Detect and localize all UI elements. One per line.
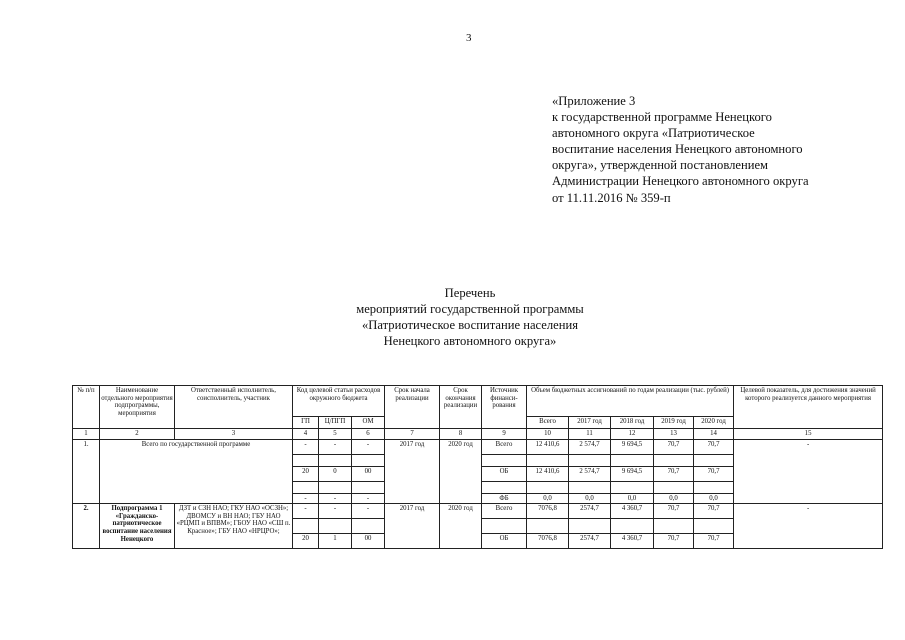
col-number: 5 — [319, 429, 352, 440]
cell-2017: 2574,7 — [569, 534, 611, 549]
cell-empty — [527, 481, 569, 493]
cell-gp: 20 — [293, 466, 319, 481]
title-line: «Патриотическое воспитание населения — [361, 318, 579, 332]
cell-source: Всего — [482, 504, 527, 519]
cell-2018: 9 694,5 — [611, 466, 654, 481]
table-row — [73, 504, 883, 519]
cell-empty — [654, 454, 694, 466]
header-row — [73, 386, 883, 417]
cell-2020: 70,7 — [694, 504, 734, 519]
appendix-line: от 11.11.2016 № 359-п — [552, 190, 671, 205]
row1-start: 2017 год — [385, 439, 440, 504]
cell-empty — [569, 519, 611, 534]
cell-empty — [527, 519, 569, 534]
col-number: 11 — [569, 429, 611, 440]
cell-2017: 2574,7 — [569, 504, 611, 519]
cell-empty — [569, 454, 611, 466]
cell-empty — [654, 519, 694, 534]
header-target: Целевой показатель, для достижения значений которого реализуется данного мероприятия — [734, 386, 883, 429]
table-row — [73, 439, 883, 454]
cell-empty — [611, 519, 654, 534]
cell-empty — [569, 481, 611, 493]
cell-gp: - — [293, 439, 319, 454]
cell-om: - — [352, 439, 385, 454]
cell-2017: 2 574,7 — [569, 439, 611, 454]
cell-source: ОБ — [482, 534, 527, 549]
cell-total: 12 410,6 — [527, 439, 569, 454]
cell-2017: 0,0 — [569, 493, 611, 504]
cell-empty — [319, 519, 352, 534]
cell-empty — [352, 481, 385, 493]
header-code-gp: ГП — [293, 417, 319, 429]
col-number: 2 — [100, 429, 175, 440]
document-title — [300, 285, 640, 349]
header-source: Источник финанси-рования — [482, 386, 527, 429]
header-code-cpgp: Ц/ПГП — [319, 417, 352, 429]
cell-cpgp: - — [319, 504, 352, 519]
appendix-line: «Приложение 3 — [552, 94, 636, 108]
measures-table — [72, 385, 883, 549]
col-number: 13 — [654, 429, 694, 440]
cell-2018: 4 360,7 — [611, 534, 654, 549]
header-2018: 2018 год — [611, 417, 654, 429]
cell-total: 0,0 — [527, 493, 569, 504]
cell-empty — [654, 481, 694, 493]
header-code-om: ОМ — [352, 417, 385, 429]
cell-gp: 20 — [293, 534, 319, 549]
row2-num: 2. — [73, 504, 100, 549]
cell-2019: 70,7 — [654, 466, 694, 481]
cell-empty — [694, 481, 734, 493]
appendix-note — [552, 93, 892, 206]
cell-empty — [611, 481, 654, 493]
header-total: Всего — [527, 417, 569, 429]
cell-2017: 2 574,7 — [569, 466, 611, 481]
cell-2018: 4 360,7 — [611, 504, 654, 519]
header-name: Наименование отдельного мероприятия подпрограммы, мероприятия — [100, 386, 175, 429]
appendix-line: округа», утвержденной постановлением — [552, 158, 769, 173]
title-line: Ненецкого автономного округа» — [383, 334, 557, 348]
row2-name: Подпрограмма 1 «Гражданско-патриотическое воспитание населения Ненецкого — [100, 504, 175, 549]
col-number: 4 — [293, 429, 319, 440]
col-number: 1 — [73, 429, 100, 440]
cell-empty — [482, 519, 527, 534]
col-number: 9 — [482, 429, 527, 440]
cell-total: 7076,8 — [527, 504, 569, 519]
cell-empty — [482, 481, 527, 493]
col-number: 15 — [734, 429, 883, 440]
row1-name: Всего по государственной программе — [100, 439, 293, 504]
col-number: 10 — [527, 429, 569, 440]
col-number: 6 — [352, 429, 385, 440]
cell-2019: 70,7 — [654, 439, 694, 454]
cell-source: ОБ — [482, 466, 527, 481]
cell-empty — [611, 454, 654, 466]
col-number: 7 — [385, 429, 440, 440]
row1-end: 2020 год — [440, 439, 482, 504]
cell-source: ФБ — [482, 493, 527, 504]
header-end: Срок окончания реализации — [440, 386, 482, 429]
col-number: 8 — [440, 429, 482, 440]
cell-cpgp: 0 — [319, 466, 352, 481]
appendix-line: воспитание населения Ненецкого автономного — [552, 142, 803, 157]
cell-empty — [352, 454, 385, 466]
cell-empty — [293, 481, 319, 493]
cell-gp: - — [293, 493, 319, 504]
cell-empty — [694, 454, 734, 466]
cell-empty — [293, 519, 319, 534]
cell-empty — [694, 519, 734, 534]
cell-empty — [319, 481, 352, 493]
cell-gp: - — [293, 504, 319, 519]
header-2017: 2017 год — [569, 417, 611, 429]
row1-num: 1. — [73, 439, 100, 504]
header-start: Срок начала реализации — [385, 386, 440, 429]
cell-empty — [352, 519, 385, 534]
cell-2020: 70,7 — [694, 534, 734, 549]
cell-2020: 70,7 — [694, 439, 734, 454]
col-number: 12 — [611, 429, 654, 440]
column-numbers-row — [73, 429, 883, 440]
row2-executor: ДЗТ и СЗН НАО; ГКУ НАО «ОСЗН»; ДВОМСУ и ВН НАО; ГБУ НАО «РЦМП и ВПВМ»; ГБОУ НАО «СШ п. Красное»; ГБУ НАО «НРЦРО»; — [175, 504, 293, 549]
cell-2019: 0,0 — [654, 493, 694, 504]
header-executor: Ответственный исполнитель, соисполнитель, участник — [175, 386, 293, 429]
cell-om: 00 — [352, 466, 385, 481]
cell-om: - — [352, 493, 385, 504]
cell-2020: 0,0 — [694, 493, 734, 504]
col-number: 14 — [694, 429, 734, 440]
title-line: Перечень — [444, 286, 496, 300]
title-line: мероприятий государственной программы — [356, 302, 584, 316]
appendix-line: Администрации Ненецкого автономного округа — [552, 174, 809, 189]
cell-2018: 9 694,5 — [611, 439, 654, 454]
cell-2019: 70,7 — [654, 534, 694, 549]
cell-cpgp: - — [319, 493, 352, 504]
cell-total: 12 410,6 — [527, 466, 569, 481]
header-2020: 2020 год — [694, 417, 734, 429]
appendix-line: к государственной программе Ненецкого — [552, 110, 772, 125]
cell-2018: 0,0 — [611, 493, 654, 504]
page-number: 3 — [466, 32, 472, 44]
header-num: № п/п — [73, 386, 100, 429]
cell-empty — [293, 454, 319, 466]
appendix-line: автономного округа «Патриотическое — [552, 126, 755, 141]
cell-total: 7076,8 — [527, 534, 569, 549]
cell-cpgp: - — [319, 439, 352, 454]
row1-target: - — [734, 439, 883, 504]
row2-end: 2020 год — [440, 504, 482, 549]
cell-empty — [482, 454, 527, 466]
header-code: Код целевой статьи расходов окружного бюджета — [293, 386, 385, 417]
header-budget: Объем бюджетных ассигнований по годам реализации (тыс. рублей) — [527, 386, 734, 417]
header-2019: 2019 год — [654, 417, 694, 429]
row2-start: 2017 год — [385, 504, 440, 549]
col-number: 3 — [175, 429, 293, 440]
cell-empty — [527, 454, 569, 466]
cell-source: Всего — [482, 439, 527, 454]
cell-2019: 70,7 — [654, 504, 694, 519]
cell-cpgp: 1 — [319, 534, 352, 549]
row2-target: - — [734, 504, 883, 549]
cell-om: - — [352, 504, 385, 519]
cell-om: 00 — [352, 534, 385, 549]
cell-empty — [319, 454, 352, 466]
cell-2020: 70,7 — [694, 466, 734, 481]
